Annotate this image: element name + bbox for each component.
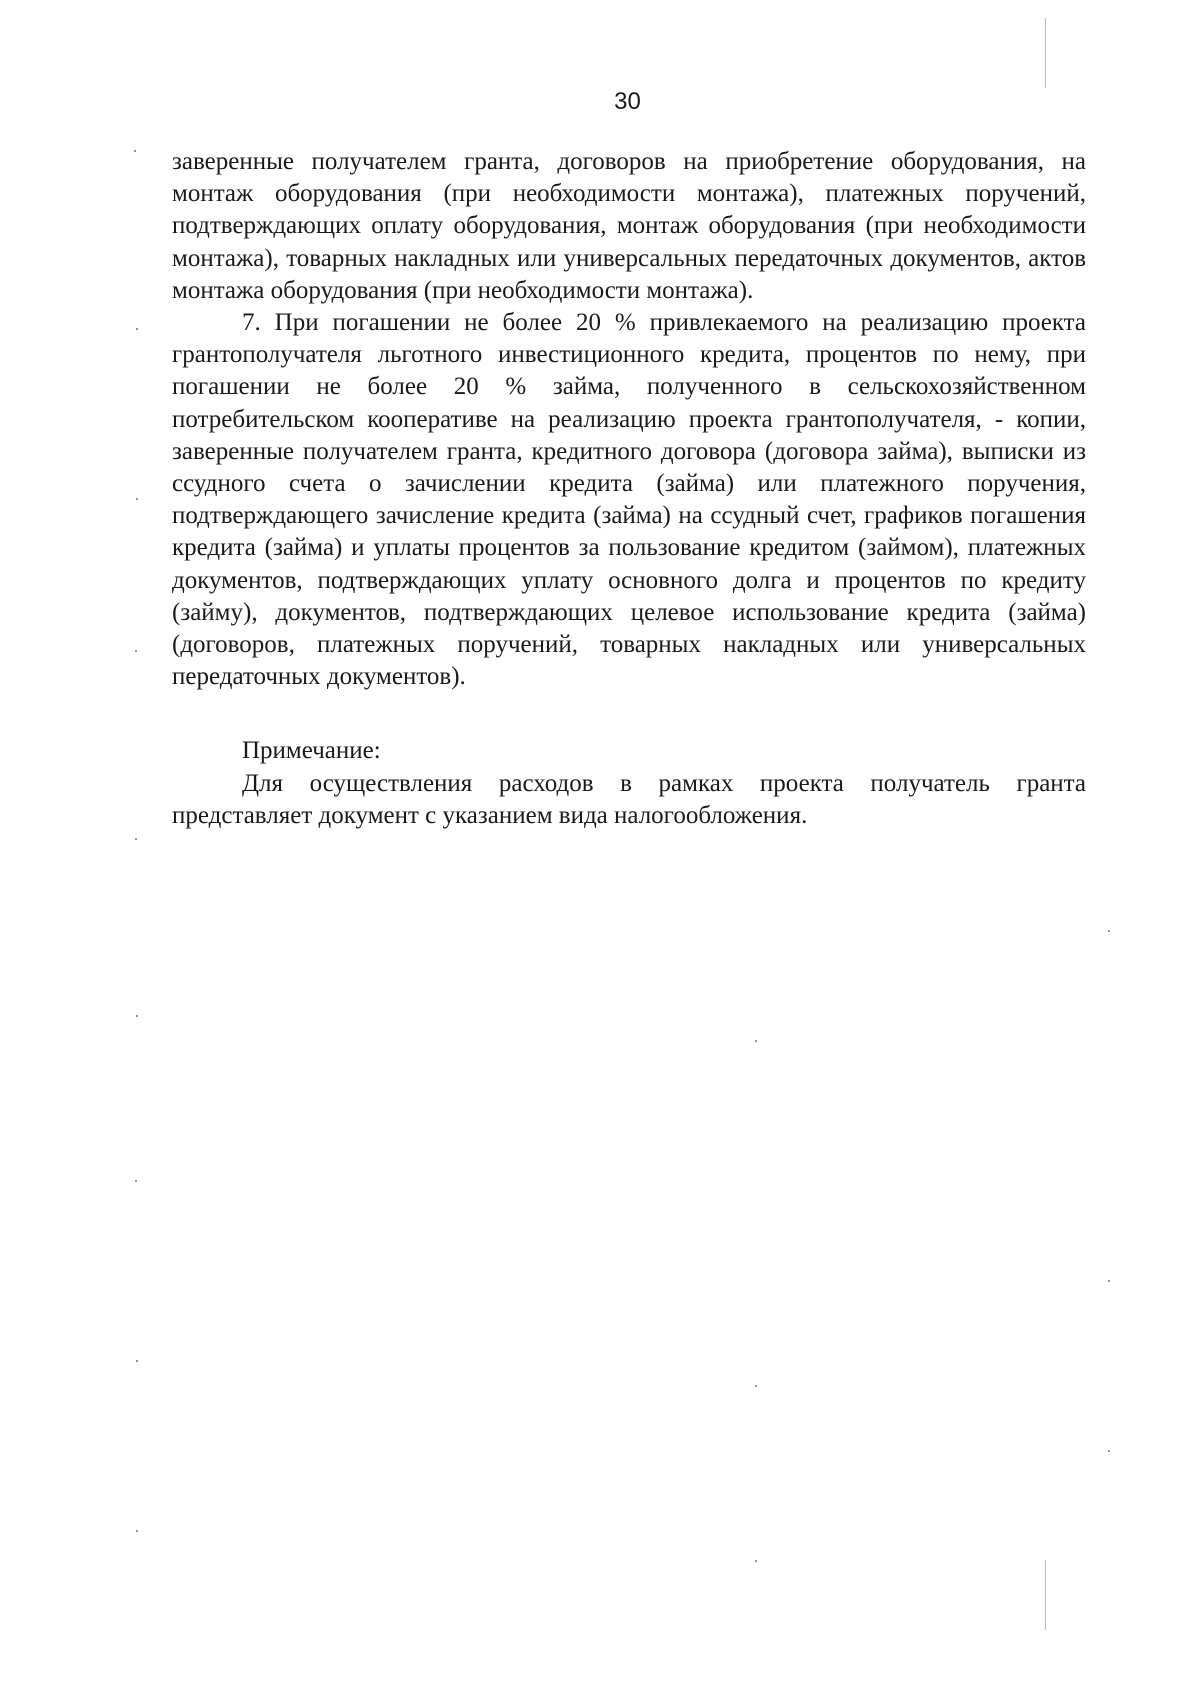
scan-speck <box>134 150 136 152</box>
scan-speck <box>136 1015 138 1017</box>
note-text: Для осуществления расходов в рамках проекта получатель гранта представляет документ с указанием вида налогообложения. <box>172 769 1086 829</box>
scan-speck <box>136 328 138 330</box>
scan-speck <box>135 1180 137 1182</box>
scan-speck <box>136 1530 138 1532</box>
scan-speck <box>135 650 137 652</box>
scan-speck <box>755 1385 757 1387</box>
paragraph-continued: заверенные получателем гранта, договоров на приобретение оборудования, на монтаж оборудования (при необходимости монтажа), платежных поручений, подтверждающих оплату оборудования, монтаж оборудования (при необходимости монтажа), товарных накладных или универсальных передаточных документов, актов монтажа оборудования (при необходимости монтажа). <box>172 148 1086 304</box>
scan-speck <box>136 498 138 500</box>
scan-speck <box>1108 1450 1110 1452</box>
scan-speck <box>135 838 137 840</box>
scan-edge-mark <box>1045 1560 1046 1630</box>
scan-speck <box>755 1560 757 1562</box>
scan-speck <box>755 1040 757 1042</box>
scan-edge-mark <box>1045 18 1046 88</box>
document-body <box>172 146 1086 832</box>
paragraph-7: 7. При погашении не более 20 % привлекаемого на реализацию проекта грантополучателя льготного инвестиционного кредита, процентов по нему, при погашении не более 20 % займа, полученного в сельскохозяйственном потребительском кооперативе на реализацию проекта грантополучателя, - копии, заверенные получателем гранта, кредитного договора (договора займа), выписки из ссудного счета о зачислении кредита (займа) или платежного поручения, подтверждающего зачисление кредита (займа) на ссудный счет, графиков погашения кредита (займа) и уплаты процентов за пользование кредитом (займом), платежных документов, подтверждающих уплату основного долга и процентов по кредиту (займу), документов, подтверждающих целевое использование кредита (займа) (договоров, платежных поручений, товарных накладных или универсальных передаточных документов). <box>172 309 1086 691</box>
page-number: 30 <box>614 88 641 115</box>
scan-speck <box>1108 1280 1110 1282</box>
scan-speck <box>136 1360 138 1362</box>
note-heading: Примечание: <box>242 737 381 765</box>
scan-speck <box>1108 930 1110 932</box>
